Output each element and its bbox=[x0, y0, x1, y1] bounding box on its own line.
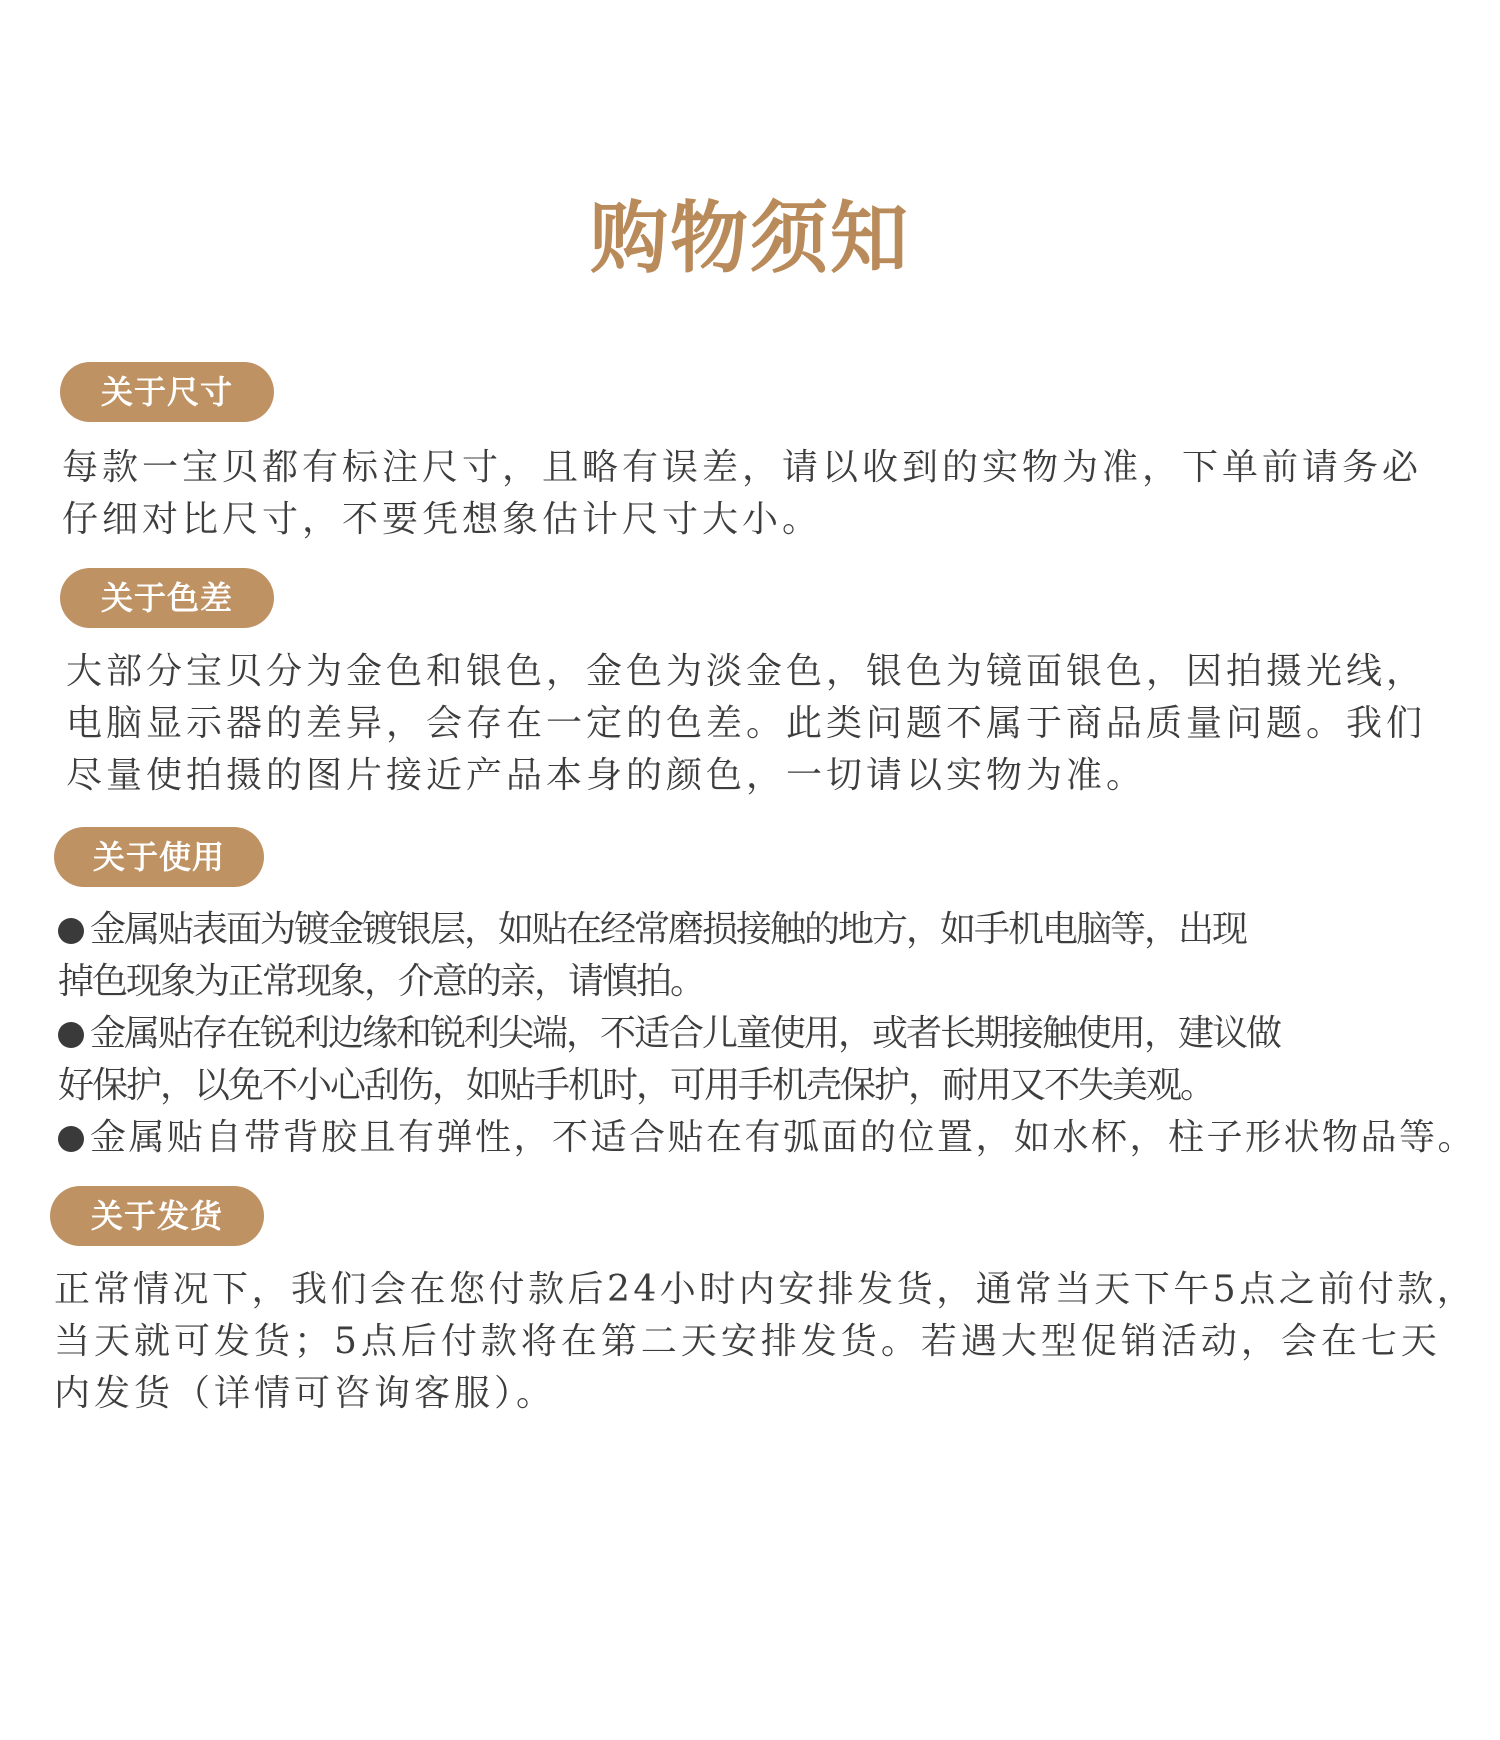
bullet-icon bbox=[58, 1022, 84, 1048]
text-line: 当天就可发货；5点后付款将在第二天安排发货。若遇大型促销活动，会在七天 bbox=[54, 1321, 1441, 1362]
section-text-shipping bbox=[54, 1264, 1476, 1420]
bullet-icon bbox=[58, 918, 84, 944]
text-line: 大部分宝贝分为金色和银色，金色为淡金色，银色为镜面银色，因拍摄光线， bbox=[66, 651, 1427, 692]
bullet-icon bbox=[58, 1126, 84, 1152]
section-badge-shipping: 关于发货 bbox=[50, 1186, 264, 1246]
text-line: 每款一宝贝都有标注尺寸，且略有误差，请以收到的实物为准，下单前请务必 bbox=[62, 447, 1423, 488]
section-badge-size: 关于尺寸 bbox=[60, 362, 274, 422]
page-title: 购物须知 bbox=[589, 193, 910, 284]
bullet-item bbox=[58, 904, 1476, 956]
section-text-usage bbox=[58, 904, 1476, 1164]
bullet-item bbox=[58, 1112, 1476, 1164]
text-line: 尽量使拍摄的图片接近产品本身的颜色，一切请以实物为准。 bbox=[66, 755, 1147, 796]
text-line: 正常情况下，我们会在您付款后24小时内安排发货，通常当天下午5点之前付款， bbox=[54, 1269, 1477, 1310]
text-line: 电脑显示器的差异，会存在一定的色差。此类问题不属于商品质量问题。我们 bbox=[66, 703, 1427, 744]
text-line: 金属贴存在锐利边缘和锐利尖端，不适合儿童使用，或者长期接触使用，建议做 bbox=[90, 1013, 1281, 1054]
bullet-item bbox=[58, 1008, 1476, 1060]
text-line: 内发货（详情可咨询客服）。 bbox=[54, 1373, 557, 1414]
text-line: 金属贴自带背胶且有弹性，不适合贴在有弧面的位置，如水杯，柱子形状物品等。 bbox=[90, 1117, 1477, 1158]
text-line: 金属贴表面为镀金镀银层，如贴在经常磨损接触的地方，如手机电脑等，出现 bbox=[90, 909, 1247, 950]
section-text-size bbox=[62, 442, 1422, 546]
section-badge-color-difference: 关于色差 bbox=[60, 568, 274, 628]
text-line: 仔细对比尺寸，不要凭想象估计尺寸大小。 bbox=[62, 499, 823, 540]
section-badge-usage: 关于使用 bbox=[54, 827, 264, 887]
text-line: 好保护，以免不小心刮伤，如贴手机时，可用手机壳保护，耐用又不失美观。 bbox=[58, 1065, 1215, 1106]
section-text-color-difference bbox=[66, 646, 1426, 802]
text-line: 掉色现象为正常现象，介意的亲，请慎拍。 bbox=[58, 961, 705, 1002]
